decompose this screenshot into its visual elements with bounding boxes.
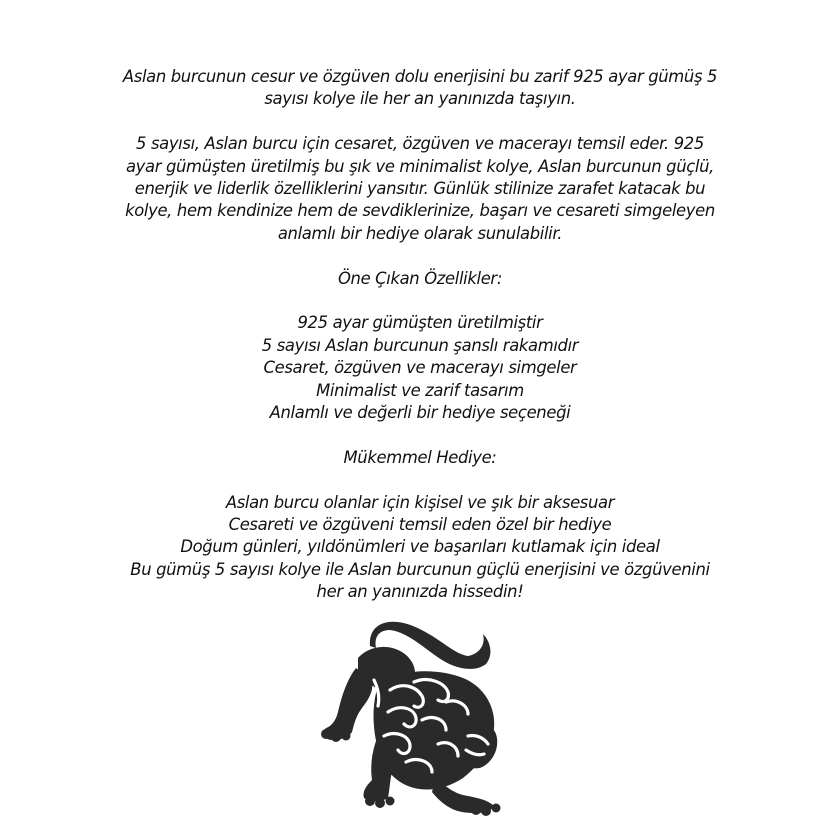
spacer [60, 290, 780, 312]
product-description [60, 66, 780, 604]
gift-item: Bu gümüş 5 sayısı kolye ile Aslan burcunun güçlü enerjisini ve özgüvenini [130, 559, 710, 579]
gift-item: Aslan burcu olanlar için kişisel ve şık bir aksesuar [225, 492, 615, 512]
gift-item: Doğum günleri, yıldönümleri ve başarıları kutlamak için ideal [180, 537, 660, 557]
intro-line-2: sayısı kolye ile her an yanınızda taşıyın. [264, 89, 576, 109]
feature-item: Anlamlı ve değerli bir hediye seçeneği [269, 403, 571, 423]
gift-item: her an yanınızda hissedin! [316, 582, 524, 602]
feature-item: 5 sayısı Aslan burcunun şanslı rakamıdır [261, 335, 579, 355]
intro-line-1: Aslan burcunun cesur ve özgüven dolu enerjisini bu zarif 925 ayar gümüş 5 [122, 67, 718, 86]
spacer [60, 469, 780, 491]
feature-item: Cesaret, özgüven ve macerayı simgeler [263, 358, 577, 378]
features-heading: Öne Çıkan Özellikler: [337, 268, 502, 288]
feature-item: 925 ayar gümüşten üretilmiştir [297, 313, 543, 333]
feature-item: Minimalist ve zarif tasarım [316, 380, 524, 400]
description-line-5: anlamlı bir hediye olarak sunulabilir. [277, 223, 563, 243]
gift-item: Cesareti ve özgüveni temsil eden özel bir hediye [228, 515, 612, 535]
description-line-3: enerjik ve liderlik özelliklerini yansıtır. Günlük stilinize zarafet katacak bu [134, 179, 706, 199]
spacer [60, 111, 780, 133]
description-line-1: 5 sayısı, Aslan burcu için cesaret, özgüven ve macerayı temsil eder. 925 [136, 134, 704, 154]
spacer [60, 424, 780, 446]
gift-heading: Mükemmel Hediye: [343, 447, 497, 467]
description-line-4: kolye, hem kendinize hem de sevdiklerinize, başarı ve cesareti simgeleyen [125, 201, 715, 221]
description-line-2: ayar gümüşten üretilmiş bu şık ve minimalist kolye, Aslan burcunun güçlü, [125, 156, 715, 176]
spacer [60, 245, 780, 267]
leo-lion-icon [318, 616, 514, 816]
